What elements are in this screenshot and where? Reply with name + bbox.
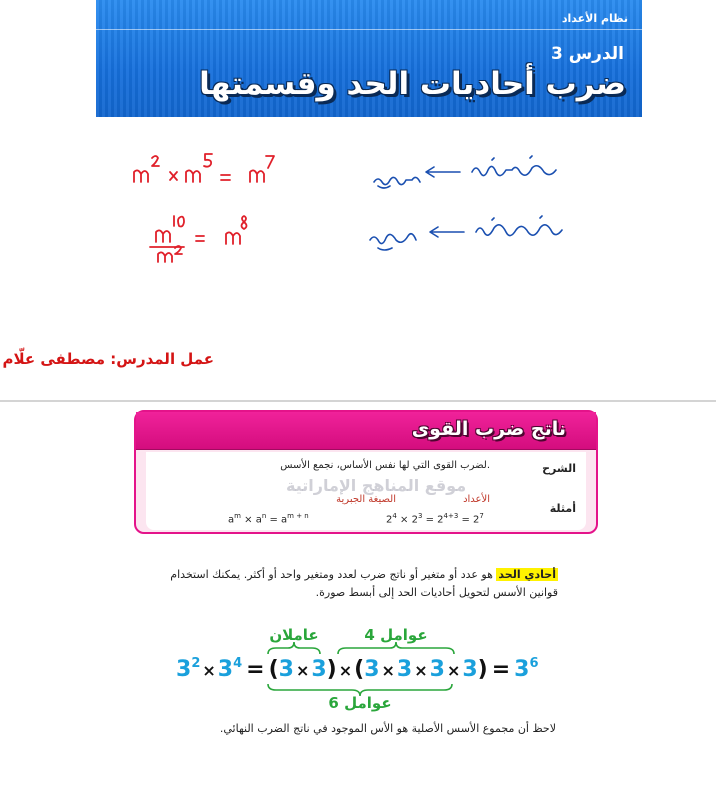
definition-text: هو عدد أو متغير أو ناتج ضرب لعدد ومتغير واحد أو أكثر. يمكنك استخدام قوانين الأسس لتحويل أحاديات الحد إلى أبسط صورة. [170, 568, 558, 599]
concept-box-header [136, 412, 596, 450]
teacher-credit: عمل المدرس: مصطفى علّام [2, 350, 214, 368]
concept-box-body [146, 452, 586, 530]
definition-term: أحادي الحد [498, 568, 556, 581]
explanation-label: الشرح [542, 462, 576, 475]
concept-box [134, 410, 598, 534]
explanation-text: لضرب القوى التي لها نفس الأساس، نجمع الأسس. [280, 460, 490, 471]
banner-divider [96, 29, 642, 30]
lesson-banner [96, 0, 642, 117]
algebra-example: $a^m \times a^n = a^{m + n}$ [228, 512, 309, 526]
examples-label: أمثلة [549, 502, 576, 515]
lesson-title: ضرب أحاديات الحد وقسمتها [199, 66, 626, 102]
division-example-ink [150, 216, 247, 262]
unit-label: نظام الأعداد [561, 12, 628, 25]
numbers-example: $2^4 \times 2^3 = 2^{4+3} = 2^7$ [386, 512, 484, 526]
factor-equation [172, 618, 539, 712]
lesson-number: الدرس 3 [550, 44, 624, 64]
exponent-note: لاحظ أن مجموع الأسس الأصلية هو الأس الموجود في ناتج الضرب النهائي. [219, 722, 556, 735]
algebra-label: الصيغة الجبرية [336, 494, 396, 505]
monomial-definition [150, 566, 558, 602]
watermark-text: موقع المناهج الإماراتية [286, 476, 467, 495]
concept-box-title: ناتج ضرب القوى [411, 418, 566, 440]
rules-ink [370, 156, 562, 250]
numbers-label: الأعداد [463, 494, 490, 505]
multiplication-example-ink [134, 154, 274, 182]
two-factors-label: عاملان [269, 626, 319, 644]
handwritten-notes [120, 140, 610, 280]
equation-expression: $3^2$ $_\times 3^4 = (3 \times 3) \times(3 \times 3 \times 3 \times 3) = 3^6$ [176, 656, 539, 682]
six-factors-label: 6 عوامل [328, 694, 392, 712]
slide-separator [0, 400, 716, 402]
four-factors-label: 4 عوامل [364, 626, 428, 644]
four-factors-brace [338, 642, 454, 654]
